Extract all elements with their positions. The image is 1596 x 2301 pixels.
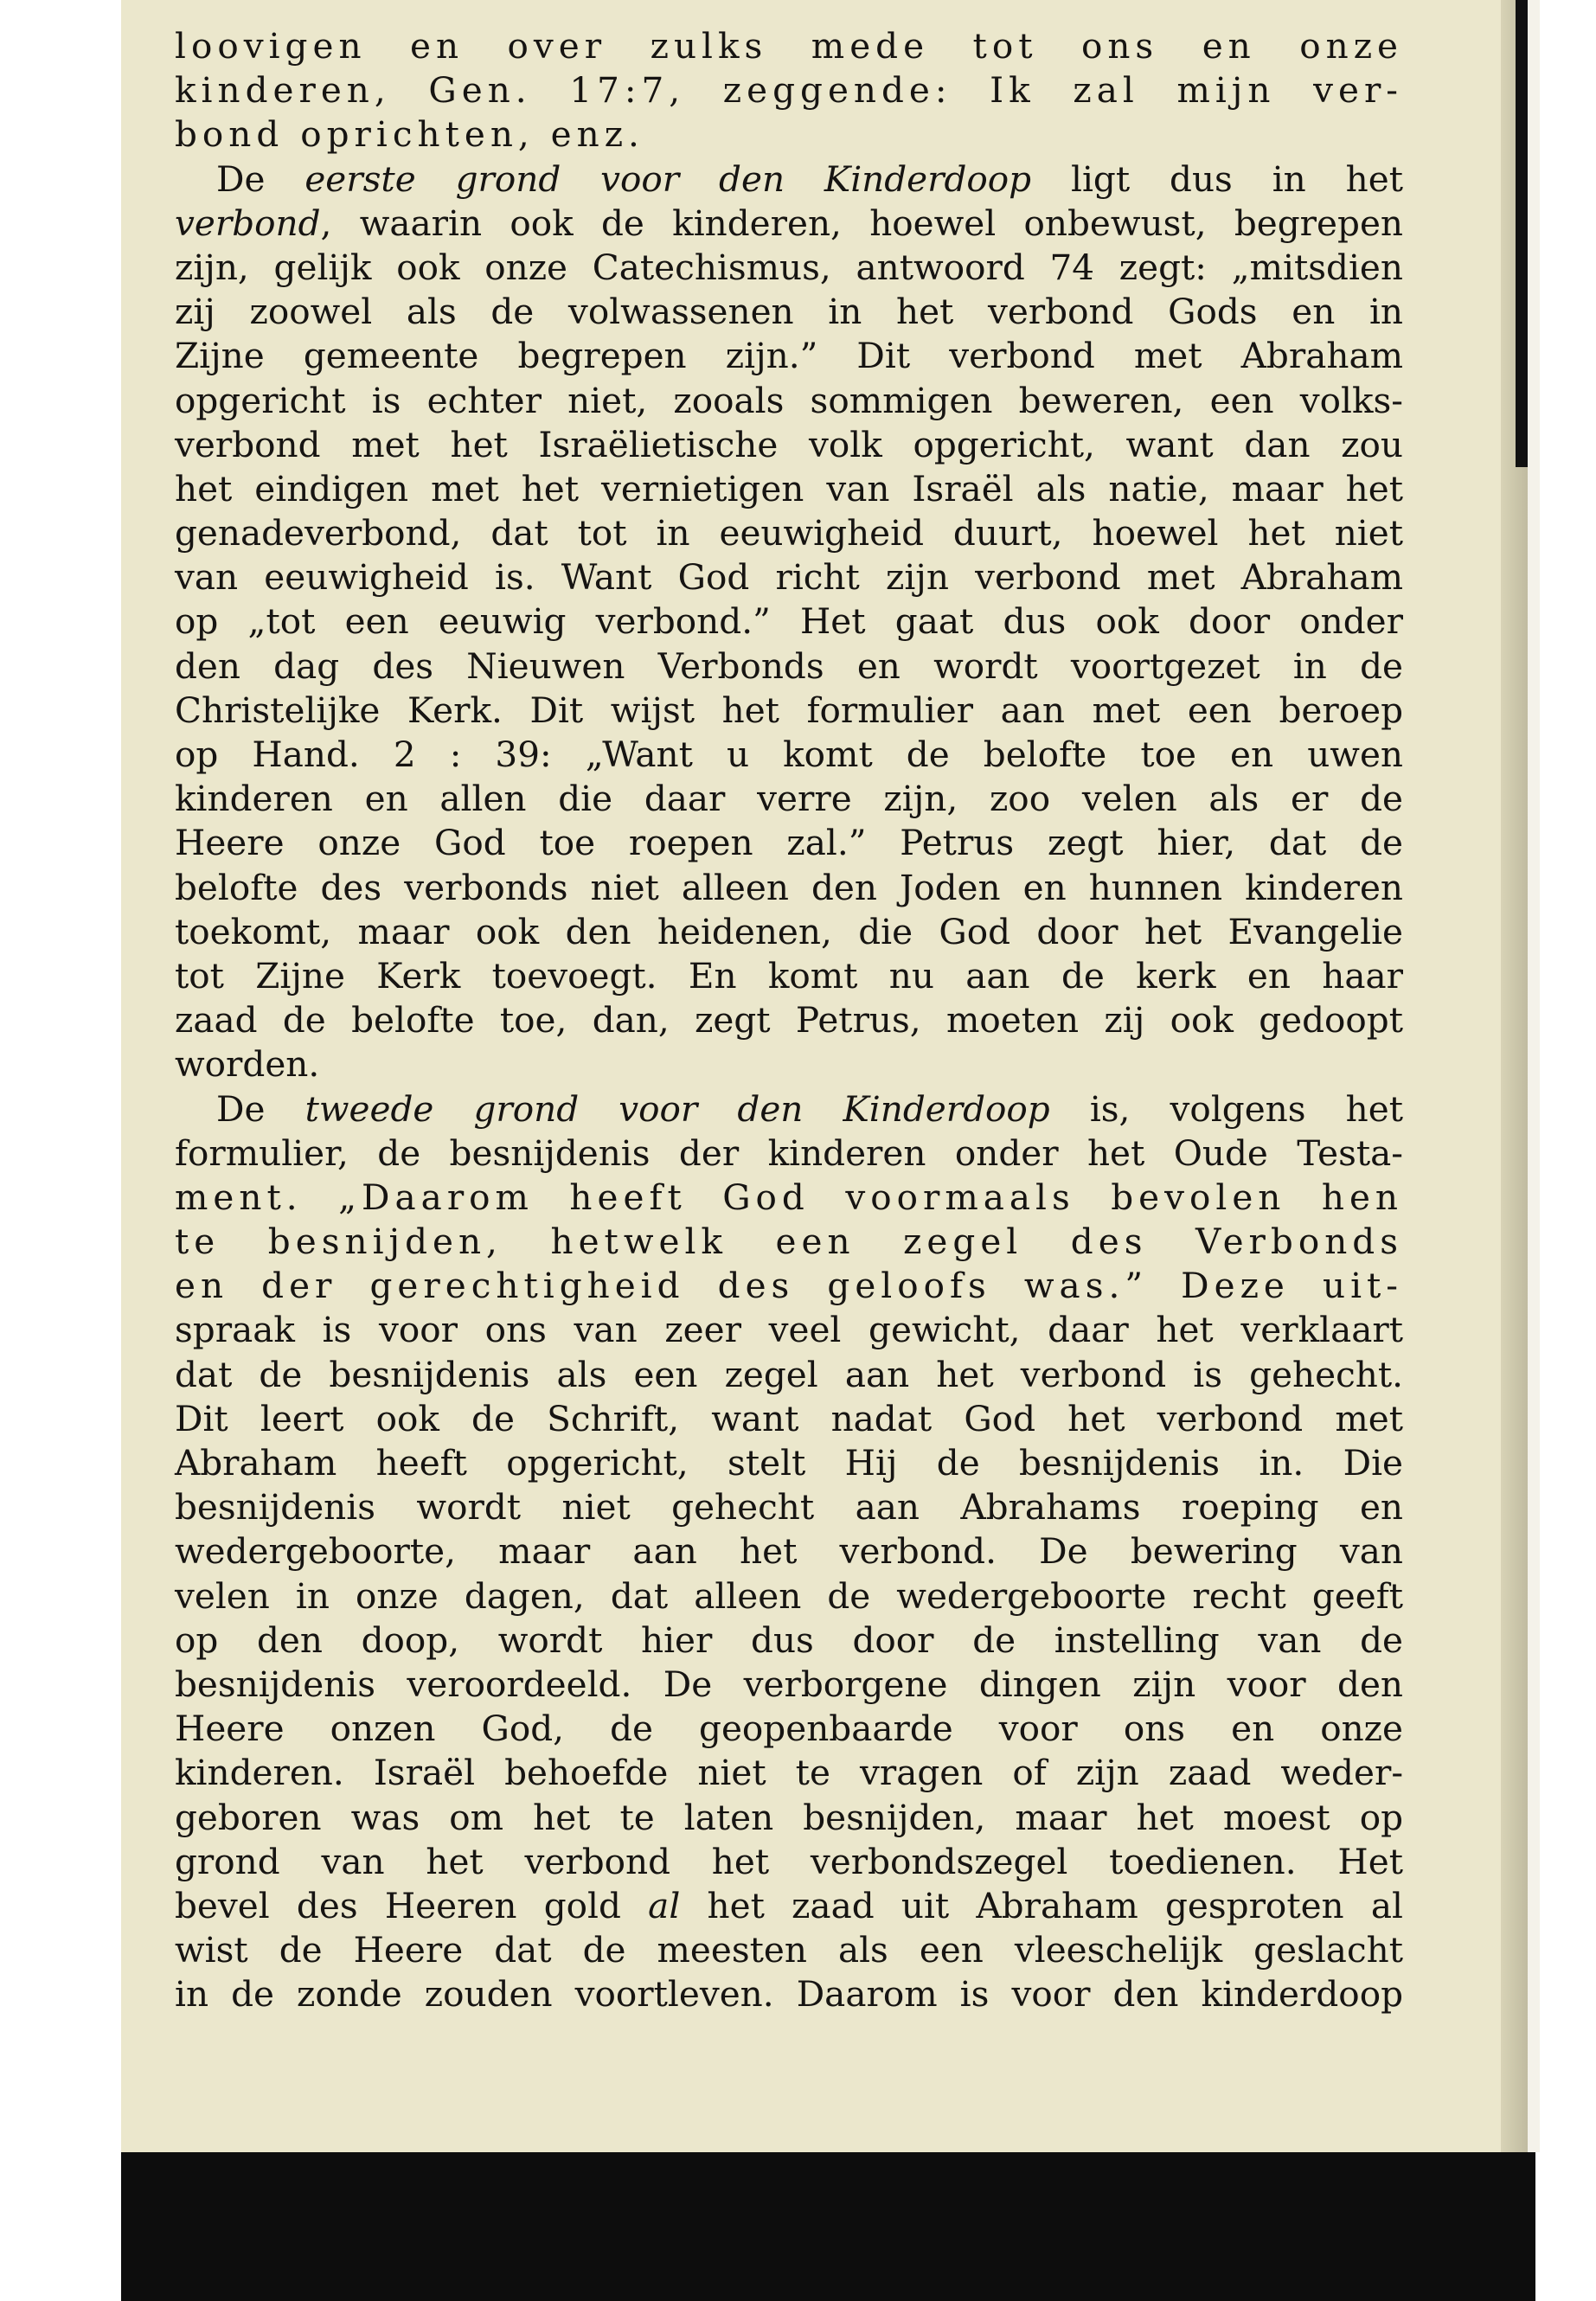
text-run: op „tot een eeuwig verbond.” Het gaat dus ook door onder [175,600,1403,643]
italic-text: al [648,1884,681,1926]
text-run: De [216,157,305,200]
text-run: ligt dus in het [1031,157,1403,200]
text-run: besnijdenis wordt niet gehecht aan Abrahams roeping en [175,1486,1403,1529]
text-line [175,423,1403,467]
text-run: kinderen. Israël behoefde niet te vragen of zijn zaad weder- [175,1752,1403,1794]
text-run: ment. „Daarom heeft God voormaals bevolen hen [175,1176,1403,1218]
text-line [175,1707,1403,1751]
text-run: Christelijke Kerk. Dit wijst het formulier aan met een beroep [175,689,1403,731]
text-run: wedergeboorte, maar aan het verbond. De bewering van [175,1530,1403,1573]
text-run: op Hand. 2 : 39: „Want u komt de belofte toe en uwen [175,734,1403,775]
text-run: het eindigen met het vernietigen van Israël als natie, maar het [175,467,1403,510]
text-line [175,1441,1403,1485]
text-run: Abraham heeft opgericht, stelt Hij de besnijdenis in. Die [175,1442,1403,1484]
text-run: van eeuwigheid is. Want God richt zijn verbond met Abraham [175,556,1403,599]
text-line [175,1220,1403,1264]
italic-text: verbond [175,202,321,244]
page-edge-strip [1528,0,1540,2152]
text-line [175,1131,1403,1176]
scan-bottom-band [121,2152,1535,2301]
text-line [175,821,1403,865]
text-run: het zaad uit Abraham gesproten al [680,1884,1403,1926]
text-run: De [216,1087,305,1130]
text-run: bond oprichten, enz. [175,113,644,156]
text-run: besnijdenis veroordeeld. De verborgene dingen zijn voor den [175,1663,1403,1705]
text-run: geboren was om het te laten besnijden, maar het moest op [175,1796,1403,1838]
text-line [175,112,1403,157]
text-line [175,334,1403,378]
text-line [175,689,1403,733]
text-line [175,1529,1403,1574]
text-run: kinderen en allen die daar verre zijn, zoo velen als er de [175,778,1403,820]
text-run: en der gerechtigheid des geloofs was.” Deze uit- [175,1265,1403,1307]
text-run: zijn, gelijk ook onze Catechismus, antwoord 74 zegt: „mitsdien [175,246,1403,288]
text-run: toekomt, maar ook den heidenen, die God door het Evangelie [175,910,1403,952]
text-run: opgericht is echter niet, zooals sommigen beweren, een volks- [175,379,1403,421]
text-line [175,599,1403,644]
text-run: Heere onze God toe roepen zal.” Petrus zegt hier, dat de [175,822,1403,864]
text-line [175,246,1403,290]
text-run: Dit leert ook de Schrift, want nadat God het verbond met [175,1397,1403,1439]
text-run: genadeverbond, dat tot in eeuwigheid duurt, hoewel het niet [175,512,1403,554]
text-line [175,733,1403,777]
text-line [175,1353,1403,1397]
page-edge-bar [1516,0,1528,467]
text-line [175,202,1403,246]
text-run: loovigen en over zulks mede tot ons en onze [175,25,1403,67]
text-line [175,1397,1403,1441]
body-text [175,24,1403,2016]
text-line [175,954,1403,998]
text-run: wist de Heere dat de meesten als een vleeschelijk geslacht [175,1929,1403,1971]
text-line [175,511,1403,555]
text-line [175,866,1403,910]
text-line [175,290,1403,334]
italic-text: tweede grond voor den Kinderdoop [304,1087,1050,1130]
text-line [175,1485,1403,1529]
text-run: bevel des Heeren gold [175,1884,649,1926]
text-line [175,1663,1403,1707]
text-run: verbond met het Israëlietische volk opgericht, want dan zou [175,423,1403,465]
text-run: velen in onze dagen, dat alleen de wedergeboorte recht geeft [175,1574,1403,1617]
text-run: op den doop, wordt hier dus door de instelling van de [175,1618,1403,1661]
text-line [175,157,1403,202]
text-line [175,1884,1403,1928]
text-run: formulier, de besnijdenis der kinderen onder het Oude Testa- [175,1131,1403,1174]
text-line [175,467,1403,511]
text-line [175,379,1403,423]
text-line [175,1087,1403,1131]
text-run: zij zoowel als de volwassenen in het verbond Gods en in [175,291,1403,333]
text-line [175,1840,1403,1884]
text-line [175,24,1403,68]
text-run: den dag des Nieuwen Verbonds en wordt voortgezet in de [175,644,1403,687]
text-line [175,1972,1403,2016]
text-line [175,555,1403,599]
text-run: in de zonde zouden voortleven. Daarom is voor den kinderdoop [175,1973,1403,2016]
text-run: zaad de belofte toe, dan, zegt Petrus, moeten zij ook gedoopt [175,999,1403,1042]
text-run: belofte des verbonds niet alleen den Joden en hunnen kinderen [175,866,1403,908]
text-run: Heere onzen God, de geopenbaarde voor ons en onze [175,1708,1403,1750]
text-line [175,1796,1403,1840]
text-line [175,644,1403,689]
text-line [175,1751,1403,1795]
text-run: spraak is voor ons van zeer veel gewicht, daar het verklaart [175,1309,1403,1351]
text-line [175,1928,1403,1972]
text-run: kinderen, Gen. 17:7, zeggende: Ik zal mijn ver- [175,69,1403,112]
text-line [175,1042,1403,1086]
text-run: te besnijden, hetwelk een zegel des Verbonds [175,1221,1403,1263]
text-run: is, volgens het [1049,1087,1403,1130]
text-line [175,910,1403,954]
text-line [175,1574,1403,1618]
text-run: dat de besnijdenis als een zegel aan het verbond is gehecht. [175,1353,1403,1395]
text-line [175,1308,1403,1352]
text-run: worden. [175,1043,320,1086]
text-line [175,68,1403,112]
italic-text: eerste grond voor den Kinderdoop [304,157,1032,200]
text-line [175,777,1403,821]
text-line [175,1618,1403,1663]
text-run: , waarin ook de kinderen, hoewel onbewust, begrepen [320,202,1403,244]
text-line [175,998,1403,1042]
text-line [175,1176,1403,1220]
text-run: grond van het verbond het verbondszegel toedienen. Het [175,1840,1403,1882]
text-run: Zijne gemeente begrepen zijn.” Dit verbond met Abraham [175,335,1403,377]
text-run: tot Zijne Kerk toevoegt. En komt nu aan de kerk en haar [175,954,1403,997]
text-line [175,1264,1403,1308]
